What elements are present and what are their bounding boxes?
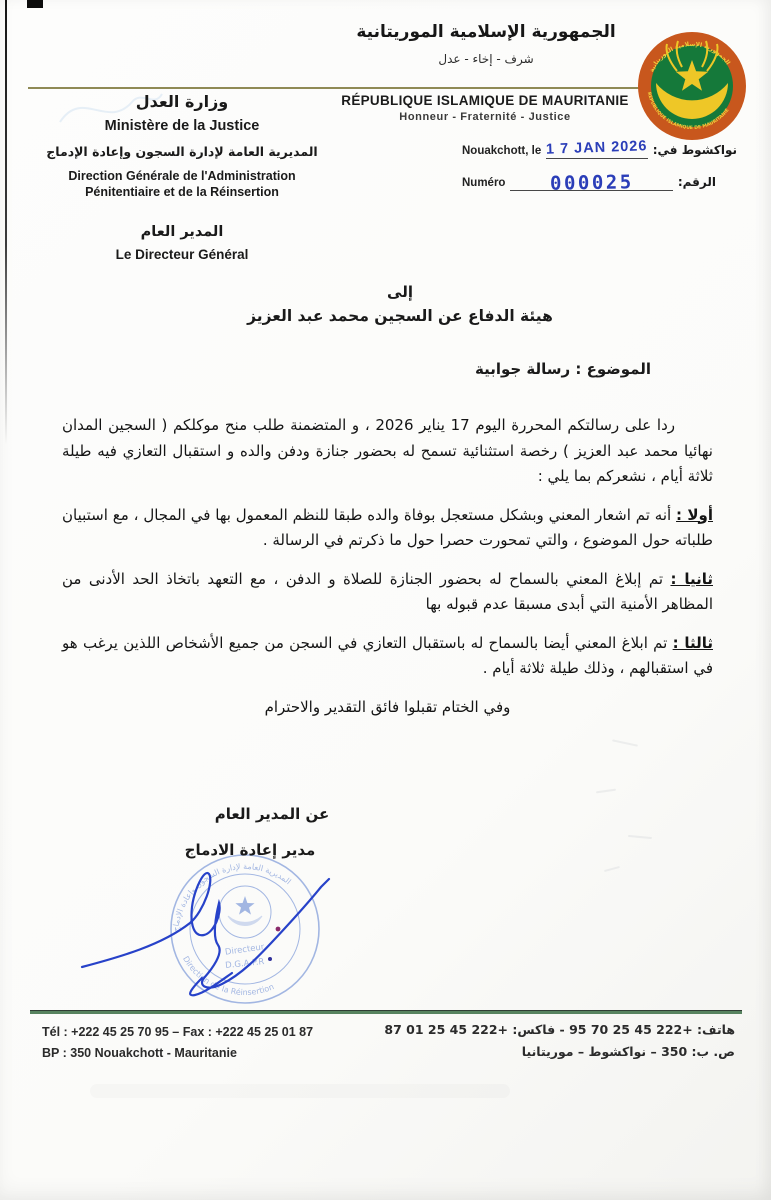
footer-arabic-line1: هاتف: +222 45 25 70 95 - فاكس: +222 45 25 01 87 [384, 1022, 735, 1037]
date-label-arabic: نواكشوط في: [652, 143, 738, 157]
paragraph-second [62, 567, 713, 618]
ministry-name-french: Ministère de la Justice [104, 118, 260, 134]
footer-contact-arabic [384, 1019, 735, 1063]
paragraph-intro: ردا على رسالتكم المحررة اليوم 17 يناير 2026 ، و المتضمنة طلب منح موكلكم ( السجين المدان نهائيا محمد عبد العزيز ) رخصة استثنائية تسمح له بحضور جنازة ودفن والده و استقبال التعازي فيه طيلة ثلاثة أيام ، نشعركم بما يلي : [62, 416, 713, 485]
number-stamp: 000025 [549, 171, 634, 195]
footer-french-line2: BP : 350 Nouakchott - Mauritanie [42, 1046, 237, 1061]
republic-motto-french: Honneur - Fraternité - Justice [399, 111, 571, 123]
footer-contact-french [42, 1022, 313, 1065]
first-lead: أولا : [676, 505, 713, 524]
signature-on-behalf: عن المدير العام [214, 805, 330, 823]
number-underline [510, 170, 672, 195]
number-label-french: Numéro [462, 177, 506, 189]
director-general-french: Le Directeur Général [115, 247, 249, 262]
date-label-french: Nouakchott, le [462, 145, 542, 157]
second-lead: ثانيا : [670, 569, 713, 588]
footer-french-line1: Tél : +222 45 25 70 95 – Fax : +222 45 25 01 87 [42, 1025, 314, 1039]
ministry-name-arabic: وزارة العدل [135, 92, 229, 111]
number-line [462, 170, 716, 195]
footer-rule [30, 1010, 742, 1014]
mauritania-emblem [637, 31, 747, 141]
directorate-french-line1: Direction Générale de l'Administration [68, 169, 296, 183]
bleed-through-mark [612, 739, 638, 746]
recipient-to: إلى [387, 283, 413, 301]
date-underline [546, 138, 647, 159]
director-general-arabic: المدير العام [140, 224, 224, 240]
directorate-french-line2: Pénitentiaire et de la Réinsertion [85, 185, 279, 200]
subject-line: الموضوع : رسالة جوابية [474, 360, 651, 378]
paragraph-first [62, 503, 713, 554]
stamp-arc-bottom-text: Direction de la Réinsertion [181, 954, 276, 998]
scan-corner-mark [27, 0, 43, 8]
stamp-abbr-text: D.G.A.P.R [224, 956, 265, 972]
date-stamp: 1 7 JAN 2026 [545, 138, 648, 158]
third-text: تم ابلاغ المعني أيضا بالسماح له باستقبال التعازي في السجن من جميع الأشخاص اللذين يرغب هو في استقبالهم ، وذلك طيلة ثلاثة أيام . [62, 633, 713, 677]
number-label-arabic: الرقم: [677, 175, 716, 189]
date-line [462, 138, 738, 159]
stamp-center-text: Directeur [224, 942, 266, 958]
handwritten-signature [80, 845, 350, 1010]
directorate-name-french [20, 168, 344, 201]
second-text: تم إبلاغ المعني بالسماح له بحضور الجنازة للصلاة و الدفن ، مع التعهد باتخاذ الحد الأدنى من المظاهر الأمنية التي أبدى مسبقا عدم قبوله بها [62, 569, 713, 613]
emblem-ring-text-french: REPUBLIQUE ISLAMIQUE DE MAURITANIE [645, 91, 731, 132]
bleed-through-mark [604, 866, 620, 872]
scan-smudge [90, 1084, 510, 1098]
stamp-arc-top-text: المديرية العامة لإدارة السجون وإعادة الإدماج [171, 862, 293, 933]
signature-title: مدير إعادة الادماج [184, 841, 316, 859]
letter-body [62, 413, 713, 733]
footer-arabic-line2: ص. ب: 350 – نواكشوط – موريتانيا [521, 1043, 735, 1059]
republic-title-french: RÉPUBLIQUE ISLAMIQUE DE MAURITANIE [341, 93, 629, 108]
bleed-through-mark [596, 789, 616, 794]
third-lead: ثالثا : [672, 633, 713, 652]
directorate-name-arabic: المديرية العامة لإدارة السجون وإعادة الإدماج [46, 144, 318, 159]
first-text: أنه تم اشعار المعني وبشكل مستعجل بوفاة والده طبقا للنظم المعمول بها في المجال ، مع استبيان طلباته حول الموضوع ، والتي تمحورت حصرا حول ما ذكرتم في الرسالة . [62, 505, 713, 549]
ink-dot [276, 927, 281, 932]
republic-motto-arabic: شرف - إخاء - عدل [438, 52, 534, 66]
paragraph-third [62, 631, 713, 682]
scan-edge-line [5, 0, 7, 445]
bleed-through-mark [628, 835, 652, 839]
ink-dot [268, 957, 272, 961]
closing-line: وفي الختام تقبلوا فائق التقدير والاحترام [264, 697, 511, 716]
emblem-ring-text-arabic: الجمهورية الإسلامية الموريتانية [648, 40, 732, 74]
republic-title-arabic: الجمهورية الإسلامية الموريتانية [356, 22, 616, 42]
recipient-name: هيئة الدفاع عن السجين محمد عبد العزيز [247, 307, 553, 325]
